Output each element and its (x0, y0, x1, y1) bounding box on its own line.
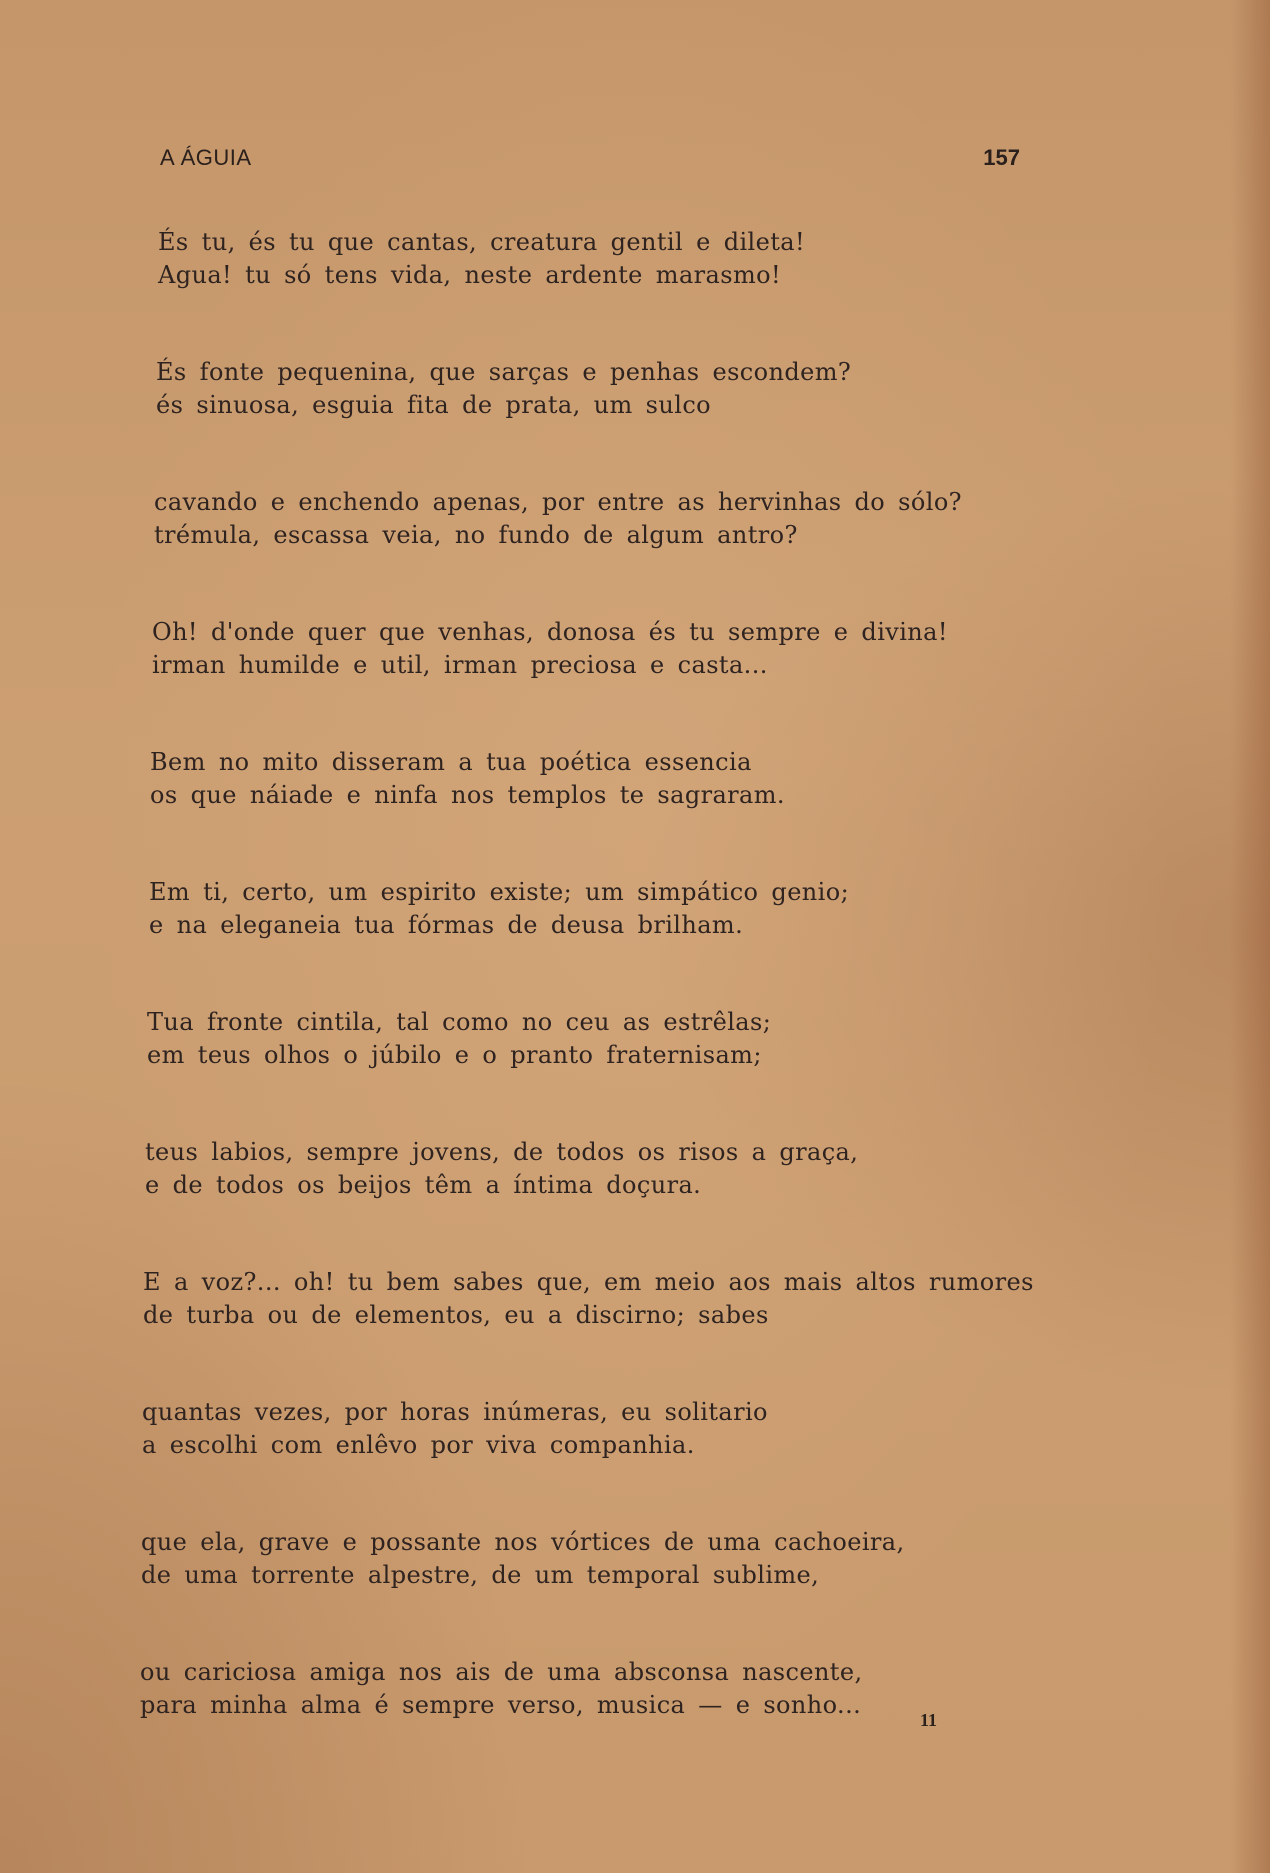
stanza (140, 1266, 1040, 1332)
verse-line: És tu, és tu que cantas, creatura gentil e dileta! (158, 228, 806, 256)
stanza (140, 486, 1040, 552)
verse-line: irman humilde e util, irman preciosa e casta... (152, 651, 768, 679)
stanza (140, 226, 1040, 292)
verse-line: de uma torrente alpestre, de um temporal sublime, (141, 1561, 820, 1589)
verse-line: Oh! d'onde quer que venhas, donosa és tu sempre e divina! (152, 618, 948, 646)
stanza (140, 746, 1040, 812)
stanza (140, 1006, 1040, 1072)
verse-line: E a voz?... oh! tu bem sabes que, em meio aos mais altos rumores (143, 1268, 1034, 1296)
stanza (140, 1526, 1040, 1592)
signature-mark: 11 (920, 1710, 938, 1730)
verse-line: teus labios, sempre jovens, de todos os risos a graça, (145, 1138, 859, 1166)
running-head: A ÁGUIA (160, 145, 252, 170)
stanza (140, 1136, 1040, 1202)
stanza (140, 1656, 1040, 1722)
verse-line: e de todos os beijos têm a íntima doçura. (145, 1171, 702, 1199)
stanza (140, 616, 1040, 682)
poem (140, 226, 1040, 1786)
verse-line: ou cariciosa amiga nos ais de uma absconsa nascente, (140, 1658, 863, 1686)
verse-line: Bem no mito disseram a tua poética essencia (150, 748, 752, 776)
verse-line: e na eleganeia tua fórmas de deusa brilham. (149, 911, 744, 939)
verse-line: Agua! tu só tens vida, neste ardente marasmo! (158, 261, 782, 289)
verse-line: a escolhi com enlêvo por viva companhia. (142, 1431, 695, 1459)
verse-line: quantas vezes, por horas inúmeras, eu solitario (142, 1398, 768, 1426)
stanza (140, 356, 1040, 422)
verse-line: Em ti, certo, um espirito existe; um simpático genio; (149, 878, 850, 906)
page-edge-shadow (1230, 0, 1270, 1873)
page-number: 157 (983, 145, 1020, 170)
page-header (160, 145, 1020, 177)
stanza (140, 876, 1040, 942)
verse-line: de turba ou de elementos, eu a discirno; sabes (143, 1301, 769, 1329)
verse-line: os que náiade e ninfa nos templos te sagraram. (150, 781, 785, 809)
verse-line: que ela, grave e possante nos vórtices de uma cachoeira, (141, 1528, 905, 1556)
verse-line: Tua fronte cintila, tal como no ceu as estrêlas; (147, 1008, 772, 1036)
verse-line: és sinuosa, esguia fita de prata, um sulco (156, 391, 712, 419)
stanza (140, 1396, 1040, 1462)
verse-line: cavando e enchendo apenas, por entre as hervinhas do sólo? (154, 488, 962, 516)
verse-line: És fonte pequenina, que sarças e penhas escondem? (156, 358, 852, 386)
verse-line: trémula, escassa veia, no fundo de algum antro? (154, 521, 798, 549)
verse-line: em teus olhos o júbilo e o pranto fraternisam; (147, 1041, 762, 1069)
verse-line: para minha alma é sempre verso, musica — e sonho... (140, 1691, 862, 1719)
